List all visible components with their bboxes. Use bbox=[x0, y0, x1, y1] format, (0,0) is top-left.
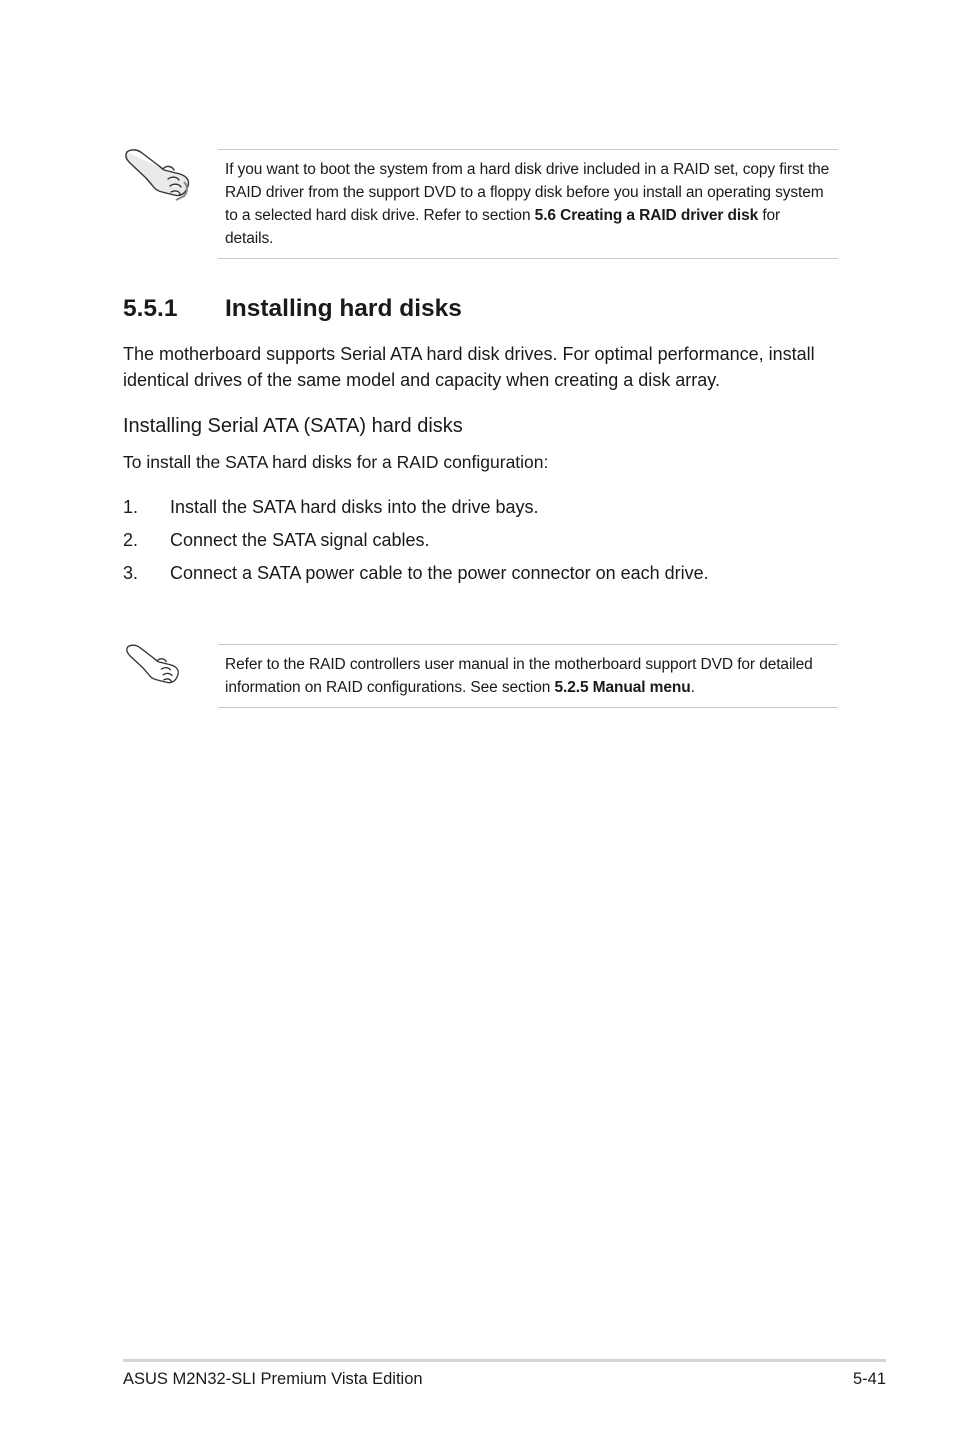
list-text: Connect the SATA signal cables. bbox=[170, 530, 430, 550]
footer-title: ASUS M2N32-SLI Premium Vista Edition bbox=[123, 1370, 423, 1388]
list-number: 2. bbox=[123, 530, 139, 550]
note-text-end: for details. bbox=[225, 207, 781, 247]
note-section-reference: 5.6 Creating a RAID driver disk bbox=[534, 207, 759, 224]
section-heading bbox=[123, 293, 462, 325]
section-title: Installing hard disks bbox=[225, 295, 462, 322]
note-section-reference: 5.2.5 Manual menu bbox=[554, 679, 691, 696]
list-number: 3. bbox=[123, 563, 139, 583]
note-box bbox=[218, 149, 838, 259]
list-item bbox=[123, 560, 843, 586]
note-box bbox=[218, 644, 838, 708]
intro-paragraph: The motherboard supports Serial ATA hard disk drives. For optimal performance, install identical drives of the same model and capacity when creating a disk array. bbox=[123, 344, 815, 390]
lead-paragraph: To install the SATA hard disks for a RAID configuration: bbox=[123, 452, 549, 472]
list-item bbox=[123, 527, 843, 553]
section-number: 5.5.1 bbox=[123, 295, 178, 322]
list-text: Install the SATA hard disks into the drive bays. bbox=[170, 497, 539, 517]
list-number: 1. bbox=[123, 497, 139, 517]
note-text: Refer to the RAID controllers user manual in the motherboard support DVD for detailed information on RAID configurations. See section bbox=[225, 656, 813, 696]
list-text: Connect a SATA power cable to the power connector on each drive. bbox=[170, 563, 709, 583]
pointing-hand-icon bbox=[124, 146, 194, 202]
note-text-end: . bbox=[690, 679, 695, 696]
subheading: Installing Serial ATA (SATA) hard disks bbox=[123, 415, 463, 437]
list-item bbox=[123, 494, 843, 520]
footer-rule bbox=[123, 1359, 886, 1362]
pointing-hand-icon bbox=[124, 642, 184, 688]
note-text: If you want to boot the system from a hard disk drive included in a RAID set, copy first the RAID driver from the support DVD to a floppy disk before you install an operating system to a selected hard disk drive. Refer to section bbox=[225, 161, 830, 224]
page-number: 5-41 bbox=[852, 1370, 886, 1388]
